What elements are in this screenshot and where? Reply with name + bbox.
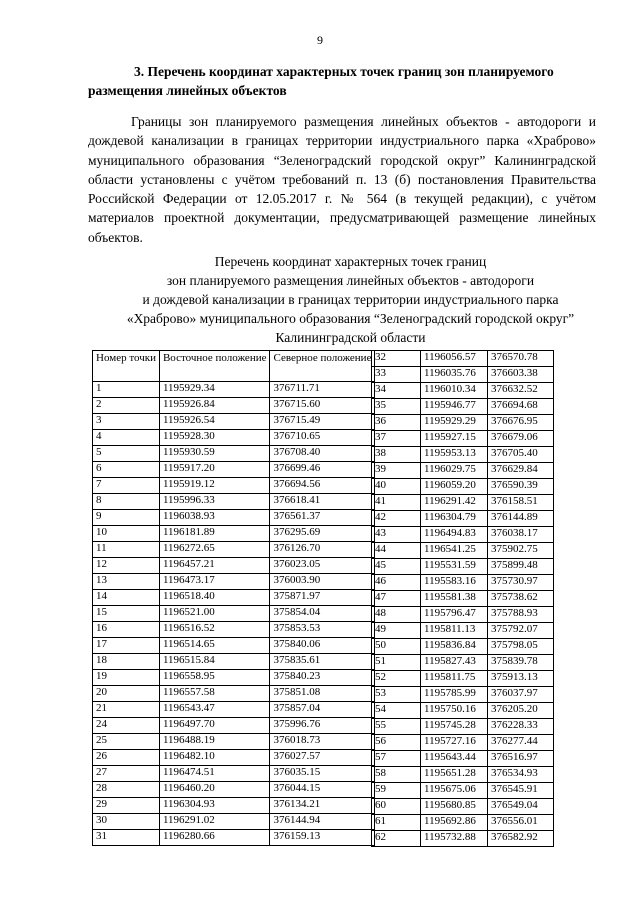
north-coordinate-cell: 376159.13 (270, 830, 375, 846)
east-coordinate-cell: 1196514.65 (159, 638, 270, 654)
point-number-cell: 57 (372, 751, 421, 767)
north-coordinate-cell: 376549.04 (488, 799, 554, 815)
point-number-cell: 50 (372, 639, 421, 655)
east-coordinate-cell: 1195581.38 (421, 591, 488, 607)
point-number-cell: 11 (93, 542, 160, 558)
point-number-cell: 3 (93, 414, 160, 430)
north-coordinate-cell: 376590.39 (488, 479, 554, 495)
point-number-cell: 33 (372, 367, 421, 383)
table-row (93, 622, 375, 638)
table-title-line: Калининградской области (275, 330, 426, 345)
point-number-cell: 13 (93, 574, 160, 590)
north-coordinate-cell: 376715.49 (270, 414, 375, 430)
point-number-cell: 20 (93, 686, 160, 702)
north-coordinate-cell: 375851.08 (270, 686, 375, 702)
table-row (93, 750, 375, 766)
table-row (372, 831, 554, 847)
north-coordinate-cell: 376035.15 (270, 766, 375, 782)
north-coordinate-cell: 375853.53 (270, 622, 375, 638)
table-row (93, 782, 375, 798)
north-coordinate-cell: 376516.97 (488, 751, 554, 767)
east-coordinate-cell: 1195953.13 (421, 447, 488, 463)
point-number-cell: 18 (93, 654, 160, 670)
point-number-cell: 59 (372, 783, 421, 799)
point-number-cell: 1 (93, 382, 160, 398)
point-number-cell: 12 (93, 558, 160, 574)
table-row (372, 799, 554, 815)
north-coordinate-cell: 376027.57 (270, 750, 375, 766)
east-coordinate-cell: 1196488.19 (159, 734, 270, 750)
table-row (93, 814, 375, 830)
table-header-row (93, 351, 375, 382)
east-coordinate-cell: 1195946.77 (421, 399, 488, 415)
table-row (372, 719, 554, 735)
point-number-cell: 8 (93, 494, 160, 510)
east-coordinate-cell: 1196482.10 (159, 750, 270, 766)
table-row (372, 447, 554, 463)
north-coordinate-cell: 375835.61 (270, 654, 375, 670)
table-row (93, 558, 375, 574)
east-coordinate-cell: 1196304.79 (421, 511, 488, 527)
east-coordinate-cell: 1196557.58 (159, 686, 270, 702)
coordinates-table-right (371, 350, 554, 847)
point-number-cell: 31 (93, 830, 160, 846)
table-row (372, 671, 554, 687)
table-row (372, 655, 554, 671)
east-coordinate-cell: 1196304.93 (159, 798, 270, 814)
table-row (372, 543, 554, 559)
east-coordinate-cell: 1196457.21 (159, 558, 270, 574)
east-coordinate-cell: 1195651.28 (421, 767, 488, 783)
table-row (372, 431, 554, 447)
table-row (93, 830, 375, 846)
east-coordinate-cell: 1195827.43 (421, 655, 488, 671)
north-coordinate-cell: 376582.92 (488, 831, 554, 847)
table-row (372, 735, 554, 751)
east-coordinate-cell: 1196473.17 (159, 574, 270, 590)
point-number-cell: 51 (372, 655, 421, 671)
table-row (372, 511, 554, 527)
east-coordinate-cell: 1196181.89 (159, 526, 270, 542)
north-coordinate-cell: 376277.44 (488, 735, 554, 751)
table-row (93, 670, 375, 686)
point-number-cell: 53 (372, 687, 421, 703)
table-row (372, 639, 554, 655)
table-row (93, 510, 375, 526)
east-coordinate-cell: 1195675.06 (421, 783, 488, 799)
east-coordinate-cell: 1195785.99 (421, 687, 488, 703)
point-number-cell: 5 (93, 446, 160, 462)
east-coordinate-cell: 1195996.33 (159, 494, 270, 510)
north-coordinate-cell: 375857.04 (270, 702, 375, 718)
north-coordinate-cell: 376003.90 (270, 574, 375, 590)
table-row (372, 591, 554, 607)
north-coordinate-cell: 376632.52 (488, 383, 554, 399)
point-number-cell: 39 (372, 463, 421, 479)
table-row (372, 703, 554, 719)
point-number-cell: 52 (372, 671, 421, 687)
north-coordinate-cell: 376561.37 (270, 510, 375, 526)
east-coordinate-cell: 1195692.86 (421, 815, 488, 831)
table-row (93, 574, 375, 590)
east-coordinate-cell: 1196460.20 (159, 782, 270, 798)
point-number-cell: 17 (93, 638, 160, 654)
north-coordinate-cell: 376205.20 (488, 703, 554, 719)
table-row (93, 654, 375, 670)
north-coordinate-cell: 375902.75 (488, 543, 554, 559)
east-coordinate-cell: 1196541.25 (421, 543, 488, 559)
point-number-cell: 43 (372, 527, 421, 543)
north-coordinate-cell: 376018.73 (270, 734, 375, 750)
north-coordinate-cell: 376044.15 (270, 782, 375, 798)
section-heading: 3. Перечень координат характерных точек границ зон планируемого размещения линейных объектов (88, 64, 554, 98)
point-number-cell: 27 (93, 766, 160, 782)
point-number-cell: 40 (372, 479, 421, 495)
north-coordinate-cell: 376705.40 (488, 447, 554, 463)
north-coordinate-cell: 375899.48 (488, 559, 554, 575)
point-number-cell: 9 (93, 510, 160, 526)
point-number-cell: 48 (372, 607, 421, 623)
point-number-cell: 25 (93, 734, 160, 750)
east-coordinate-cell: 1196280.66 (159, 830, 270, 846)
north-coordinate-cell: 375996.76 (270, 718, 375, 734)
north-coordinate-cell: 376144.94 (270, 814, 375, 830)
table-row (93, 446, 375, 462)
north-coordinate-cell: 375730.97 (488, 575, 554, 591)
table-row (372, 575, 554, 591)
north-coordinate-cell: 375839.78 (488, 655, 554, 671)
east-coordinate-cell: 1196272.65 (159, 542, 270, 558)
east-coordinate-cell: 1195583.16 (421, 575, 488, 591)
north-coordinate-cell: 376295.69 (270, 526, 375, 542)
north-coordinate-cell: 376711.71 (270, 382, 375, 398)
point-number-cell: 2 (93, 398, 160, 414)
table-row (93, 702, 375, 718)
east-coordinate-cell: 1195796.47 (421, 607, 488, 623)
table-row (372, 367, 554, 383)
east-coordinate-cell: 1195531.59 (421, 559, 488, 575)
east-coordinate-cell: 1196494.83 (421, 527, 488, 543)
east-coordinate-cell: 1196521.00 (159, 606, 270, 622)
table-row (372, 463, 554, 479)
north-coordinate-cell: 376545.91 (488, 783, 554, 799)
east-coordinate-cell: 1196543.47 (159, 702, 270, 718)
table-row (93, 542, 375, 558)
point-number-cell: 36 (372, 415, 421, 431)
north-coordinate-cell: 376038.17 (488, 527, 554, 543)
point-number-cell: 37 (372, 431, 421, 447)
east-coordinate-cell: 1195811.13 (421, 623, 488, 639)
table-row (93, 382, 375, 398)
point-number-cell: 38 (372, 447, 421, 463)
east-coordinate-cell: 1196558.95 (159, 670, 270, 686)
table-row (93, 478, 375, 494)
point-number-cell: 10 (93, 526, 160, 542)
east-coordinate-cell: 1196291.02 (159, 814, 270, 830)
table-title (88, 252, 613, 347)
north-coordinate-cell: 376570.78 (488, 351, 554, 367)
point-number-cell: 4 (93, 430, 160, 446)
north-coordinate-cell: 376715.60 (270, 398, 375, 414)
point-number-cell: 55 (372, 719, 421, 735)
north-coordinate-cell: 376710.65 (270, 430, 375, 446)
east-coordinate-cell: 1195643.44 (421, 751, 488, 767)
north-coordinate-cell: 376676.95 (488, 415, 554, 431)
table-row (93, 734, 375, 750)
table-row (372, 607, 554, 623)
north-coordinate-cell: 376037.97 (488, 687, 554, 703)
north-coordinate-cell: 376126.70 (270, 542, 375, 558)
north-coordinate-cell: 375788.93 (488, 607, 554, 623)
point-number-cell: 21 (93, 702, 160, 718)
table-row (372, 783, 554, 799)
table-row (372, 383, 554, 399)
east-coordinate-cell: 1196515.84 (159, 654, 270, 670)
point-number-cell: 7 (93, 478, 160, 494)
east-coordinate-cell: 1195732.88 (421, 831, 488, 847)
east-coordinate-cell: 1196029.75 (421, 463, 488, 479)
point-number-cell: 34 (372, 383, 421, 399)
point-number-cell: 14 (93, 590, 160, 606)
table-row (93, 590, 375, 606)
east-coordinate-cell: 1196497.70 (159, 718, 270, 734)
east-coordinate-cell: 1195680.85 (421, 799, 488, 815)
table-title-line: зон планируемого размещения линейных объектов - автодороги (166, 273, 535, 288)
east-coordinate-cell: 1195745.28 (421, 719, 488, 735)
point-number-cell: 45 (372, 559, 421, 575)
east-coordinate-cell: 1195930.59 (159, 446, 270, 462)
north-coordinate-cell: 375871.97 (270, 590, 375, 606)
east-coordinate-cell: 1195917.20 (159, 462, 270, 478)
north-coordinate-cell: 375792.07 (488, 623, 554, 639)
point-number-cell: 46 (372, 575, 421, 591)
point-number-cell: 16 (93, 622, 160, 638)
table-row (93, 686, 375, 702)
north-coordinate-cell: 375738.62 (488, 591, 554, 607)
east-coordinate-cell: 1195750.16 (421, 703, 488, 719)
table-row (372, 559, 554, 575)
point-number-cell: 15 (93, 606, 160, 622)
table-row (372, 527, 554, 543)
point-number-cell: 44 (372, 543, 421, 559)
east-coordinate-cell: 1196516.52 (159, 622, 270, 638)
table-row (93, 638, 375, 654)
east-coordinate-cell: 1196056.57 (421, 351, 488, 367)
table-title-line: и дождевой канализации в границах территории индустриального парка (142, 292, 559, 307)
north-coordinate-cell: 376708.40 (270, 446, 375, 462)
east-coordinate-cell: 1196038.93 (159, 510, 270, 526)
point-number-cell: 35 (372, 399, 421, 415)
table-row (93, 798, 375, 814)
point-number-cell: 24 (93, 718, 160, 734)
east-coordinate-cell: 1195727.16 (421, 735, 488, 751)
east-coordinate-cell: 1195929.34 (159, 382, 270, 398)
north-coordinate-cell: 376023.05 (270, 558, 375, 574)
east-coordinate-cell: 1196035.76 (421, 367, 488, 383)
north-coordinate-cell: 376629.84 (488, 463, 554, 479)
table-row (372, 751, 554, 767)
north-coordinate-cell: 376144.89 (488, 511, 554, 527)
east-coordinate-cell: 1196059.20 (421, 479, 488, 495)
table-row (372, 767, 554, 783)
north-coordinate-cell: 376694.56 (270, 478, 375, 494)
table-row (93, 526, 375, 542)
point-number-cell: 49 (372, 623, 421, 639)
east-coordinate-cell: 1196010.34 (421, 383, 488, 399)
table-row (93, 606, 375, 622)
table-row (93, 398, 375, 414)
point-number-cell: 28 (93, 782, 160, 798)
header-east-position: Восточное положение (159, 351, 270, 382)
table-row (93, 414, 375, 430)
header-north-position: Северное положение (270, 351, 375, 382)
north-coordinate-cell: 376699.46 (270, 462, 375, 478)
table-row (93, 430, 375, 446)
table-title-line: «Храброво» муниципального образования “Зеленоградский городской округ” (126, 311, 575, 326)
north-coordinate-cell: 376228.33 (488, 719, 554, 735)
point-number-cell: 26 (93, 750, 160, 766)
east-coordinate-cell: 1195836.84 (421, 639, 488, 655)
point-number-cell: 47 (372, 591, 421, 607)
header-point-number: Номер точки (93, 351, 160, 382)
point-number-cell: 62 (372, 831, 421, 847)
table-row (372, 815, 554, 831)
north-coordinate-cell: 376694.68 (488, 399, 554, 415)
table-row (372, 415, 554, 431)
north-coordinate-cell: 375854.04 (270, 606, 375, 622)
north-coordinate-cell: 376618.41 (270, 494, 375, 510)
intro-paragraph: Границы зон планируемого размещения линейных объектов - автодороги и дождевой канализации в границах территории индустриального парка «Храброво» муниципального образования “Зеленоградский городской округ” Калининградской области установлены с учётом требований п. 13 (б) постановления Правительства Российской Федерации от 12.05.2017 г. № 564 (в текущей редакции), с учётом материалов проектной документации, предусматривающей размещение линейных объектов. (88, 114, 596, 245)
table-row (372, 687, 554, 703)
north-coordinate-cell: 375840.23 (270, 670, 375, 686)
table-row (372, 351, 554, 367)
table-row (372, 399, 554, 415)
east-coordinate-cell: 1195927.15 (421, 431, 488, 447)
north-coordinate-cell: 376679.06 (488, 431, 554, 447)
table-row (93, 494, 375, 510)
point-number-cell: 29 (93, 798, 160, 814)
table-row (93, 766, 375, 782)
point-number-cell: 41 (372, 495, 421, 511)
point-number-cell: 56 (372, 735, 421, 751)
point-number-cell: 58 (372, 767, 421, 783)
table-row (93, 718, 375, 734)
point-number-cell: 61 (372, 815, 421, 831)
east-coordinate-cell: 1195928.30 (159, 430, 270, 446)
coordinates-table-left (92, 350, 375, 846)
north-coordinate-cell: 375913.13 (488, 671, 554, 687)
page-number: 9 (317, 33, 323, 47)
point-number-cell: 30 (93, 814, 160, 830)
east-coordinate-cell: 1195926.84 (159, 398, 270, 414)
north-coordinate-cell: 375840.06 (270, 638, 375, 654)
north-coordinate-cell: 376603.38 (488, 367, 554, 383)
point-number-cell: 19 (93, 670, 160, 686)
east-coordinate-cell: 1195919.12 (159, 478, 270, 494)
point-number-cell: 6 (93, 462, 160, 478)
point-number-cell: 60 (372, 799, 421, 815)
north-coordinate-cell: 376534.93 (488, 767, 554, 783)
table-row (372, 479, 554, 495)
east-coordinate-cell: 1196474.51 (159, 766, 270, 782)
north-coordinate-cell: 376556.01 (488, 815, 554, 831)
table-title-line: Перечень координат характерных точек границ (214, 254, 487, 269)
point-number-cell: 32 (372, 351, 421, 367)
east-coordinate-cell: 1195929.29 (421, 415, 488, 431)
point-number-cell: 42 (372, 511, 421, 527)
north-coordinate-cell: 376158.51 (488, 495, 554, 511)
east-coordinate-cell: 1196291.42 (421, 495, 488, 511)
east-coordinate-cell: 1195926.54 (159, 414, 270, 430)
east-coordinate-cell: 1195811.75 (421, 671, 488, 687)
point-number-cell: 54 (372, 703, 421, 719)
table-row (372, 623, 554, 639)
north-coordinate-cell: 375798.05 (488, 639, 554, 655)
table-row (93, 462, 375, 478)
north-coordinate-cell: 376134.21 (270, 798, 375, 814)
table-row (372, 495, 554, 511)
east-coordinate-cell: 1196518.40 (159, 590, 270, 606)
